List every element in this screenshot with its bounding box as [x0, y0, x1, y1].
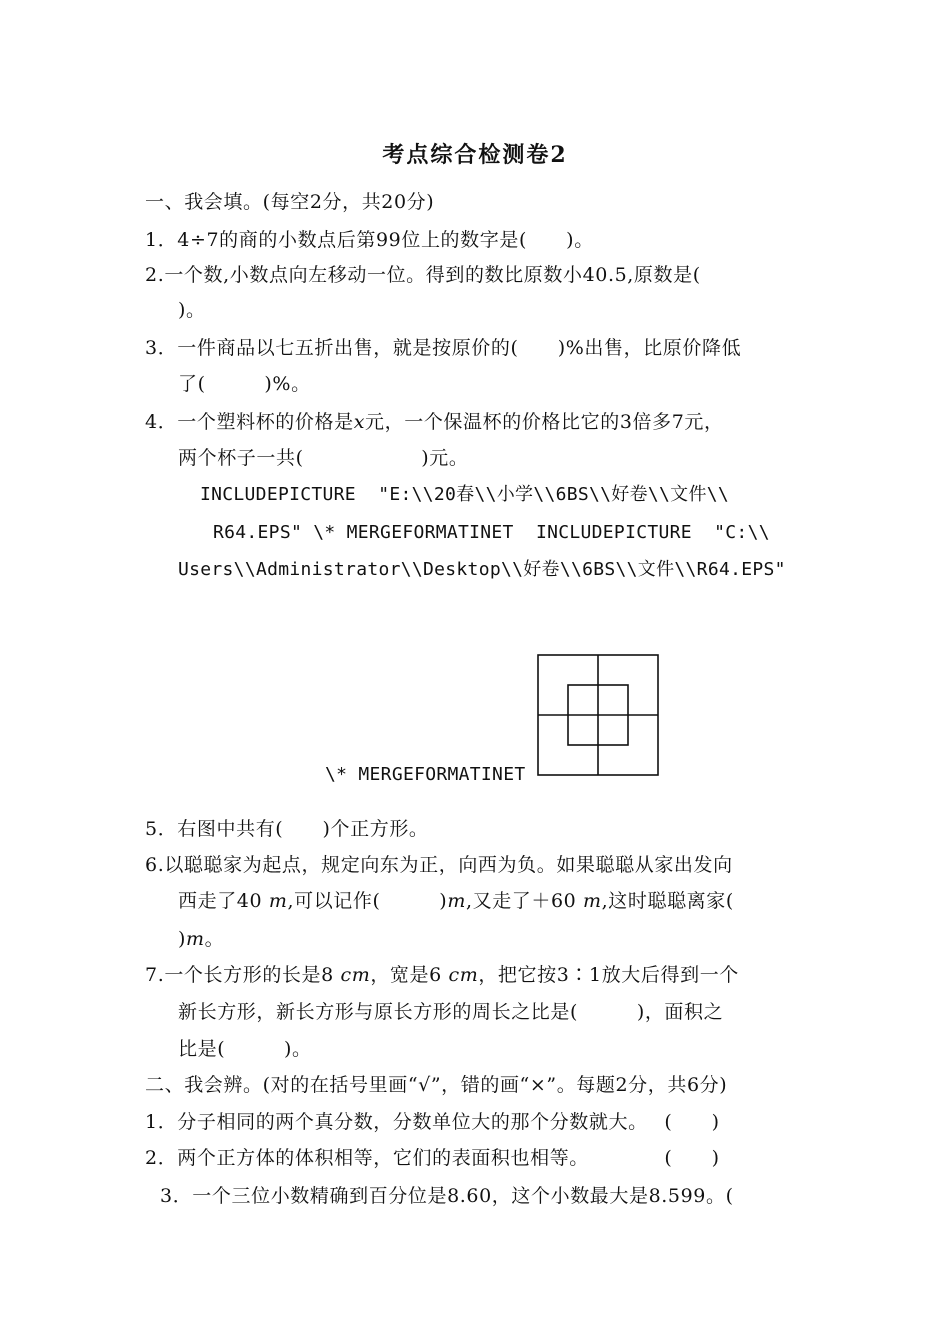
question-7-line3: 比是( )。: [178, 1038, 312, 1060]
field-code-line1: INCLUDEPICTURE "E:\\20春\\小学\\6BS\\好卷\\文件\\: [200, 484, 730, 505]
question-6-line3: )m。: [178, 928, 225, 950]
variable-x: x: [353, 411, 366, 433]
question-1: 1．4÷7的商的小数点后第99位上的数字是( )。: [145, 229, 594, 251]
question-3-line2: 了( )%。: [178, 373, 311, 395]
question-2-line2: )。: [178, 299, 206, 321]
question-2-line1: 2.一个数,小数点向左移动一位。得到的数比原数小40.5,原数是(: [145, 264, 701, 286]
question-7-line1: 7.一个长方形的长是8 cm，宽是6 cm，把它按3∶1放大后得到一个: [145, 964, 739, 986]
question-4-line2: 两个杯子一共( )元。: [178, 447, 469, 469]
question-5: 5．右图中共有( )个正方形。: [145, 818, 429, 840]
page-title: 考点综合检测卷2: [382, 142, 568, 168]
question-6-line1: 6.以聪聪家为起点，规定向东为正，向西为负。如果聪聪从家出发向: [145, 854, 733, 876]
field-code-line4: \* MERGEFORMATINET: [325, 764, 526, 785]
question-7-line2: 新长方形，新长方形与原长方形的周长之比是( )，面积之: [178, 1001, 724, 1023]
question-3-line1: 3．一件商品以七五折出售，就是按原价的( )%出售，比原价降低: [145, 337, 742, 359]
judge-question-2: 2．两个正方体的体积相等，它们的表面积也相等。 ( ): [145, 1147, 720, 1169]
field-code-line3: Users\\Administrator\\Desktop\\好卷\\6BS\\文件\\R64.EPS": [178, 559, 786, 580]
field-code-line2: R64.EPS" \* MERGEFORMATINET INCLUDEPICTURE "C:\\: [213, 522, 770, 543]
judge-question-3: 3．一个三位小数精确到百分位是8.60，这个小数最大是8.599。(: [160, 1185, 734, 1207]
section2-heading: 二、我会辨。(对的在括号里画“√”，错的画“×”。每题2分，共6分): [145, 1074, 728, 1096]
squares-figure: [537, 654, 661, 778]
section1-heading: 一、我会填。(每空2分，共20分): [145, 191, 435, 213]
question-4-line1: 4．一个塑料杯的价格是x元，一个保温杯的价格比它的3倍多7元，: [145, 411, 724, 433]
judge-question-1: 1．分子相同的两个真分数，分数单位大的那个分数就大。 ( ): [145, 1111, 720, 1133]
question-6-line2: 西走了40 m,可以记作( )m,又走了＋60 m,这时聪聪离家(: [178, 890, 734, 912]
